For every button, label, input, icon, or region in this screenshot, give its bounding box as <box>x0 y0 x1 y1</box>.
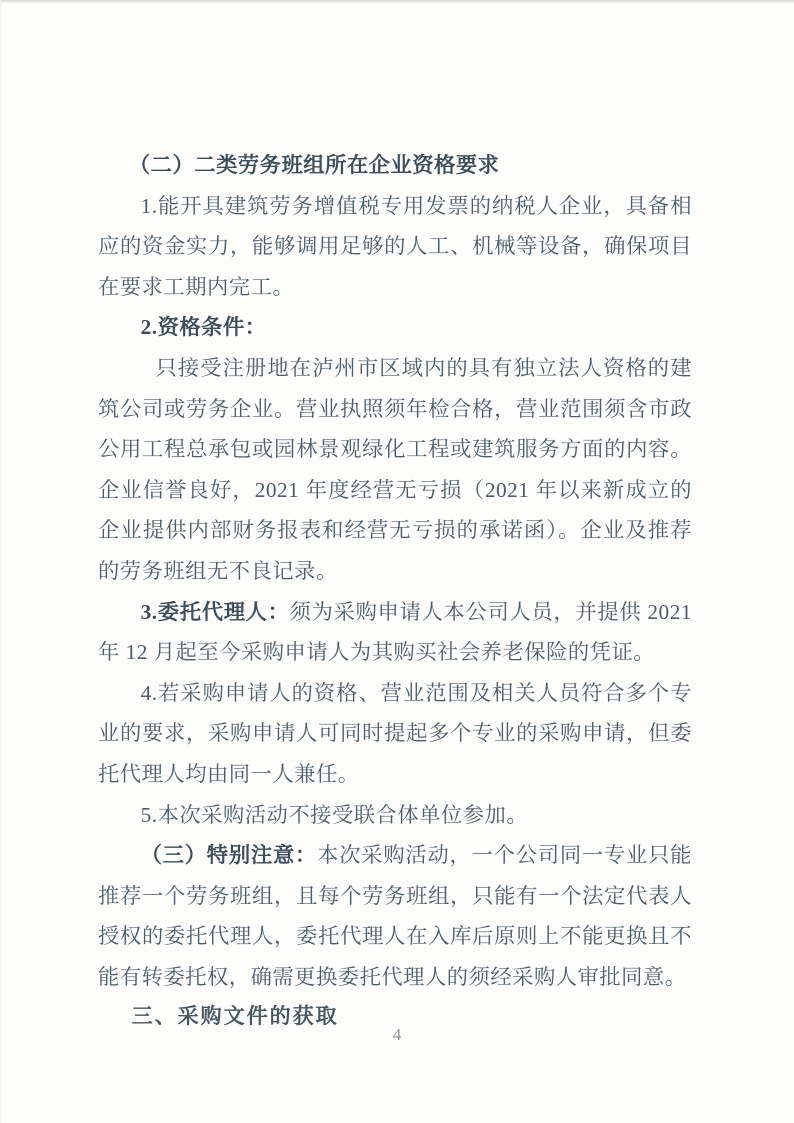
document-body <box>98 145 692 1038</box>
scan-edge-artifact-top <box>0 0 794 3</box>
paragraph-special-notice <box>98 835 692 997</box>
section-heading-document-acquisition: 三、采购文件的获取 <box>131 1005 339 1029</box>
entrusted-agent-text: 须为采购申请人本公司人员，并提供 2021 年 12 月起至今采购申请人为其购买社会养老保险的凭证。 <box>98 599 692 665</box>
paragraph-multiple-majors: 4.若采购申请人的资格、营业范围及相关人员符合多个专业的要求，采购申请人可同时提起多个专业的采购申请，但委托代理人均由同一人兼任。 <box>98 680 692 786</box>
paragraph-qualification-detail: 只接受注册地在泸州市区域内的具有独立法人资格的建筑公司或劳务企业。营业执照须年检合格，营业范围须含市政公用工程总承包或园林景观绿化工程或建筑服务方面的内容。企业信誉良好，2021 年度经营无亏损（2021 年以来新成立的企业提供内部财务报表和经营无亏损的承诺函）。企业及推荐的劳务班组无不良记录。 <box>98 355 692 583</box>
heading-qualification-conditions: 2.资格条件： <box>140 315 267 340</box>
special-notice-text: 本次采购活动，一个公司同一专业只能推荐一个劳务班组，且每个劳务班组，只能有一个法定代表人授权的委托代理人，委托代理人在入库后原则上不能更换且不能有转委托权，确需更换委托代理人的须经采购人审批同意。 <box>98 843 692 989</box>
paragraph-invoice-capability: 1.能开具建筑劳务增值税专用发票的纳税人企业，具备相应的资金实力，能够调用足够的人工、机械等设备，确保项目在要求工期内完工。 <box>98 193 692 299</box>
section-heading-class2-enterprise-requirements: （二）二类劳务班组所在企业资格要求 <box>128 153 500 177</box>
paragraph-entrusted-agent <box>98 592 692 673</box>
paragraph-no-consortium: 5.本次采购活动不接受联合体单位参加。 <box>140 802 529 827</box>
scan-edge-artifact-left <box>0 0 2 1123</box>
entrusted-agent-label: 3.委托代理人： <box>140 599 290 624</box>
page-number: 4 <box>392 1025 402 1044</box>
special-notice-label: （三）特别注意： <box>140 843 318 868</box>
